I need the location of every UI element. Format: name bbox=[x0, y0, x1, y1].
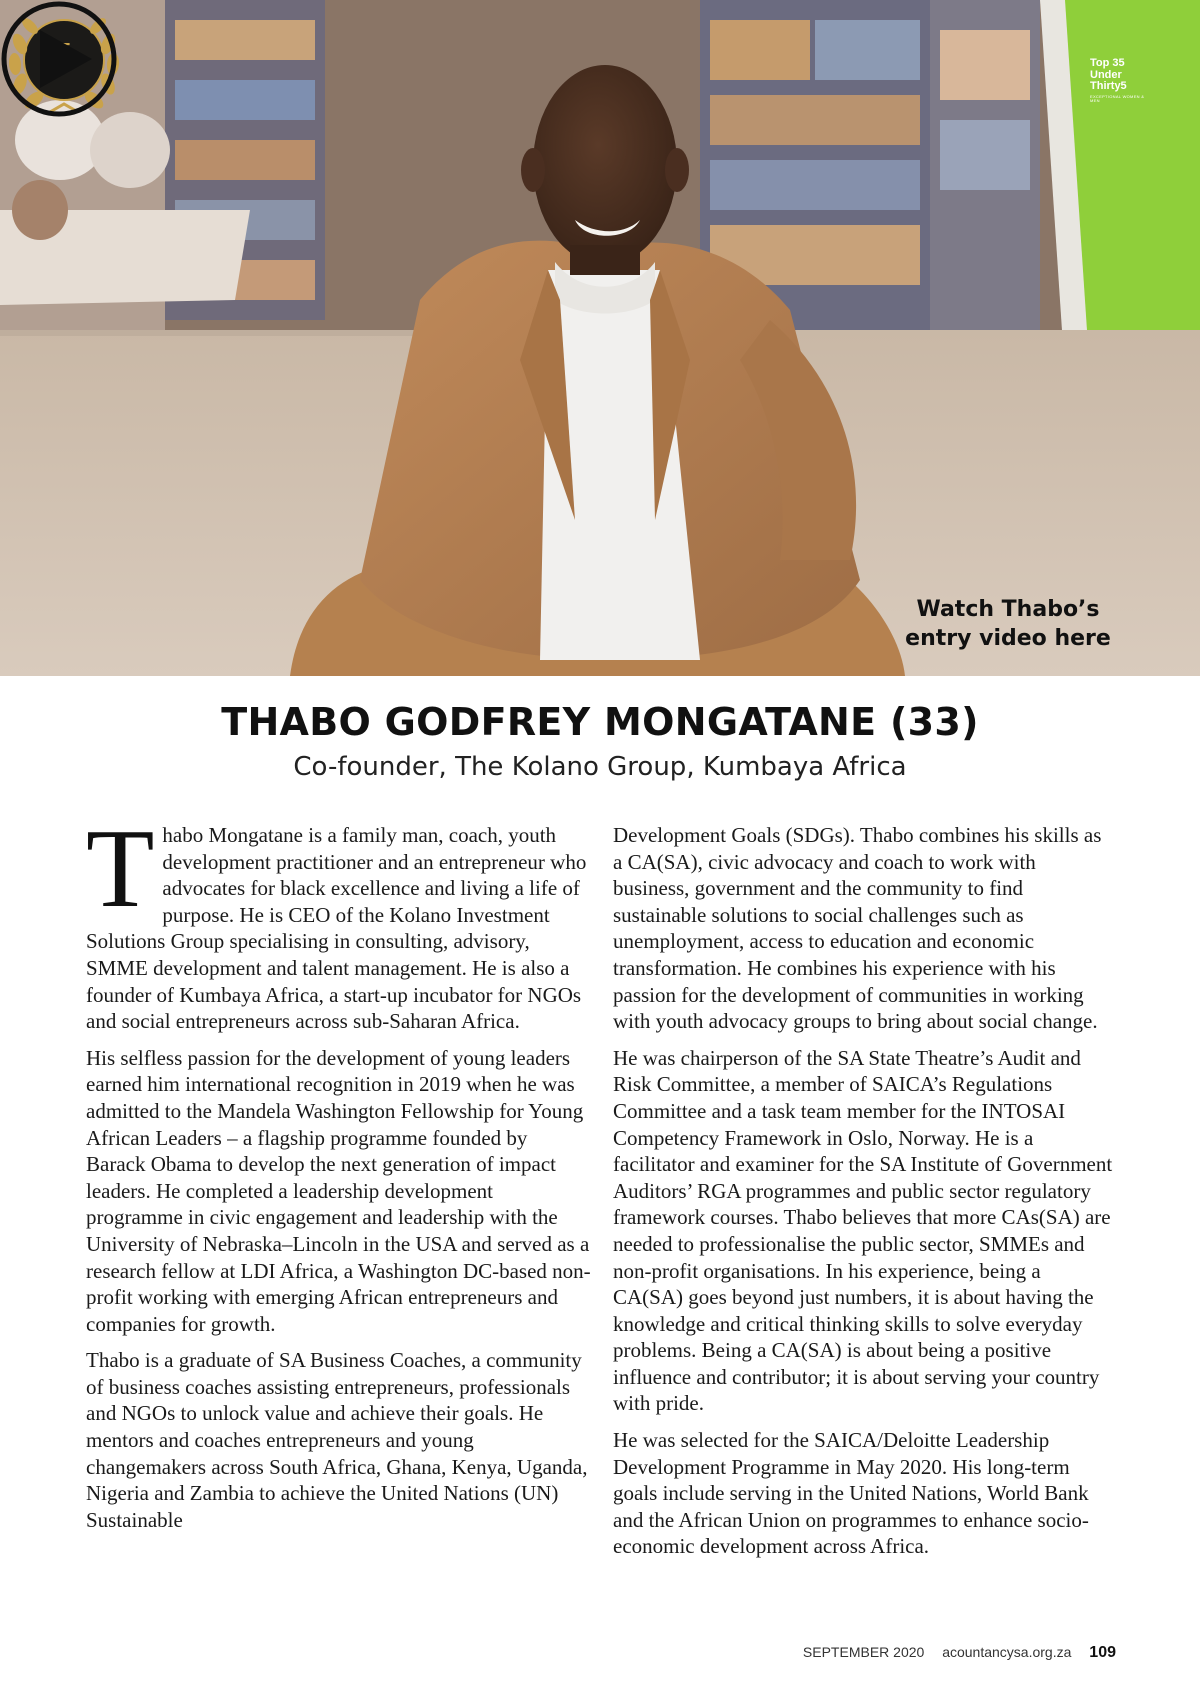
profile-role: Co-founder, The Kolano Group, Kumbaya Africa bbox=[293, 752, 907, 782]
paragraph-2: His selfless passion for the development of young leaders earned him international recognition in 2019 when he was admitted to the Mandela Washington Fellowship for Young African Leaders – a flagship programme founded by Barack Obama to develop the next generation of impact leaders. He completed a leadership development programme in civic engagement and leadership with the University of Nebraska–Lincoln in the USA and served as a research fellow at LDI Africa, a Washington DC-based non-profit working with emerging African entrepreneurs and companies for growth. bbox=[86, 1045, 591, 1336]
website-link[interactable]: acountancysa.org.za bbox=[942, 1644, 1072, 1660]
paragraph-3: Thabo is a graduate of SA Business Coaches, a community of business coaches assisting entrepreneurs, professionals and NGOs to unlock value and achieve their goals. He mentors and coaches entrepreneurs and young changemakers across South Africa, Ghana, Kenya, Uganda, Nigeria and Zambia to achieve the United Nations (UN) Sustainable bbox=[86, 1348, 588, 1532]
badge-line-1: Top 35 bbox=[1090, 57, 1125, 69]
issue-date: SEPTEMBER 2020 bbox=[802, 1644, 925, 1660]
badge-label bbox=[1090, 58, 1152, 103]
badge-line-3: EXCEPTIONAL WOMEN & MEN bbox=[1090, 94, 1145, 103]
article-left-column bbox=[86, 807, 591, 1543]
paragraph-1-text: habo Mongatane is a family man, coach, youth development practitioner and an entrepreneur who advocates for black excellence and living a life of purpose. He is CEO of the Kolano Investment Solutions Group specialising in consulting, advisory, SMME development and talent management. He is also a founder of Kumbaya Africa, a start-up incubator for NGOs and social entrepreneurs across sub-Saharan Africa. bbox=[86, 823, 587, 1034]
paragraph-4: Development Goals (SDGs). Thabo combines his skills as a CA(SA), civic advocacy and coach to work with business, government and the community to find sustainable solutions to social challenges such as unemployment, access to education and economic transformation. He combines his experience with his passion for the development of communities in working with youth advocacy groups to bring about social change. bbox=[613, 823, 1102, 1034]
page-footer bbox=[789, 1644, 1116, 1662]
page-number: 109 bbox=[1089, 1644, 1116, 1661]
profile-name: THABO GODFREY MONGATANE (33) bbox=[221, 700, 979, 744]
play-icon[interactable] bbox=[0, 0, 118, 118]
video-caption-line-2: entry video here bbox=[905, 626, 1111, 651]
hero-photo bbox=[0, 0, 1200, 676]
paragraph-1 bbox=[86, 807, 591, 1035]
paragraph-6: He was selected for the SAICA/Deloitte Leadership Development Programme in May 2020. His long-term goals include serving in the United Nations, World Bank and the African Union on programmes to enhance socio-economic development across Africa. bbox=[613, 1428, 1089, 1559]
paragraph-5: He was chairperson of the SA State Theatre’s Audit and Risk Committee, a member of SAICA’s Regulations Committee and a task team member for the INTOSAI Competency Framework in Oslo, Norway. He is a facilitator and examiner for the SA Institute of Government Auditors’ RGA programmes and public sector regulatory framework courses. Thabo believes that more CAs(SA) are needed to professionalise the public sector, SMMEs and non-profit organisations. In his experience, being a CA(SA) goes beyond just numbers, it is about having the knowledge and critical thinking skills to solve everyday problems. Being a CA(SA) is about being a positive influence and contributor; it is about serving your country with pride. bbox=[613, 1045, 1113, 1416]
watch-video-link[interactable] bbox=[880, 595, 1136, 653]
drop-cap: T bbox=[86, 807, 155, 931]
portrait-illustration bbox=[0, 0, 1200, 676]
video-caption-line-1: Watch Thabo’s bbox=[916, 597, 1100, 622]
article-right-column bbox=[613, 822, 1113, 1570]
badge-line-2: Under Thirty5 bbox=[1090, 69, 1127, 92]
